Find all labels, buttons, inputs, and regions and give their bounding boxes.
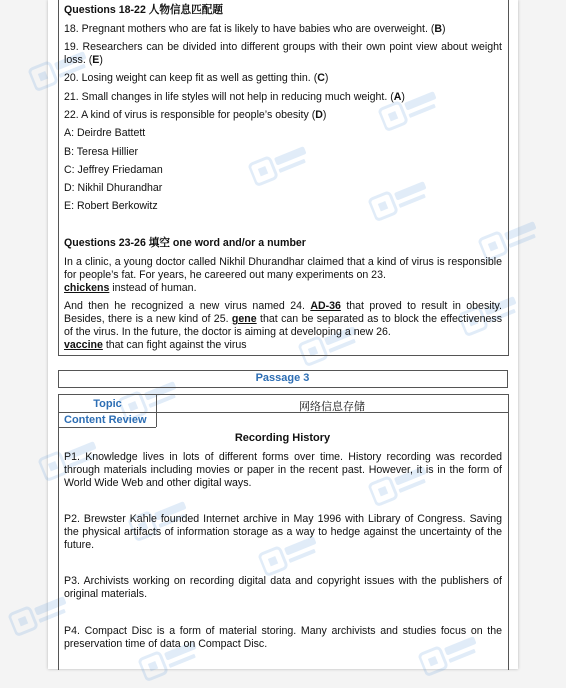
content-review-label: Content Review [64,414,147,426]
question-21: 21. Small changes in life styles will not help in reducing much weight. (A) [64,91,405,103]
person-d: D: Nikhil Dhurandhar [64,182,163,194]
topic-value: 网络信息存储 [299,401,365,413]
gap-fill-paragraph-2: And then he recognized a new virus named 24. AD-36 that proved to result in obesity. Besides, there is a new kind of 25. gene that can be separated as to block the effectiveness of the virus. In the future, the doctor is aiming at developing a new 26. vaccine that can fight against the virus [64,300,502,351]
person-c: C: Jeffrey Friedaman [64,164,163,176]
question-19: 19. Researchers can be divided into different groups with their own point view about weight loss. (E) [64,41,502,66]
paragraph-p1: P1. Knowledge lives in lots of different forms over time. History recording was recorded through materials including movies or paper in the recent past. However, it is in the form of World Wide Web and other digital ways. [64,451,502,489]
person-a: A: Deirdre Battett [64,127,146,139]
question-22: 22. A kind of virus is responsible for people’s obesity (D) [64,109,327,121]
person-e: E: Robert Berkowitz [64,200,158,212]
paragraph-p2: P2. Brewster Kahle founded Internet archive in May 1996 with Library of Congress. Saving the physical artifacts of information storage as a way to hedge against the uncertainty of the future. [64,513,502,551]
questions-18-22-heading: Questions 18-22 人物信息匹配题 [64,4,223,16]
topic-label: Topic [93,398,122,410]
recording-history-title: Recording History [234,432,331,444]
question-20: 20. Losing weight can keep fit as well as getting thin. (C) [64,72,329,84]
gap-fill-paragraph-1: In a clinic, a young doctor called Nikhil Dhurandhar claimed that a kind of virus is responsible for people’s fat. For years, he careered out many experiments on 23. chickens instead of human. [64,256,502,294]
questions-23-26-heading: Questions 23-26 填空 one word and/or a number [64,237,306,249]
paragraph-p4: P4. Compact Disc is a form of material storing. Many archivists and studies focus on the preservation time of data on Compact Disc. [64,625,502,650]
passage-title: Passage 3 [255,372,310,384]
question-18: 18. Pregnant mothers who are fat is likely to have babies who are overweight. (B) [64,23,446,35]
paragraph-p3: P3. Archivists working on recording digital data and copyright issues with the publishers of original materials. [64,575,502,600]
person-b: B: Teresa Hillier [64,146,138,158]
